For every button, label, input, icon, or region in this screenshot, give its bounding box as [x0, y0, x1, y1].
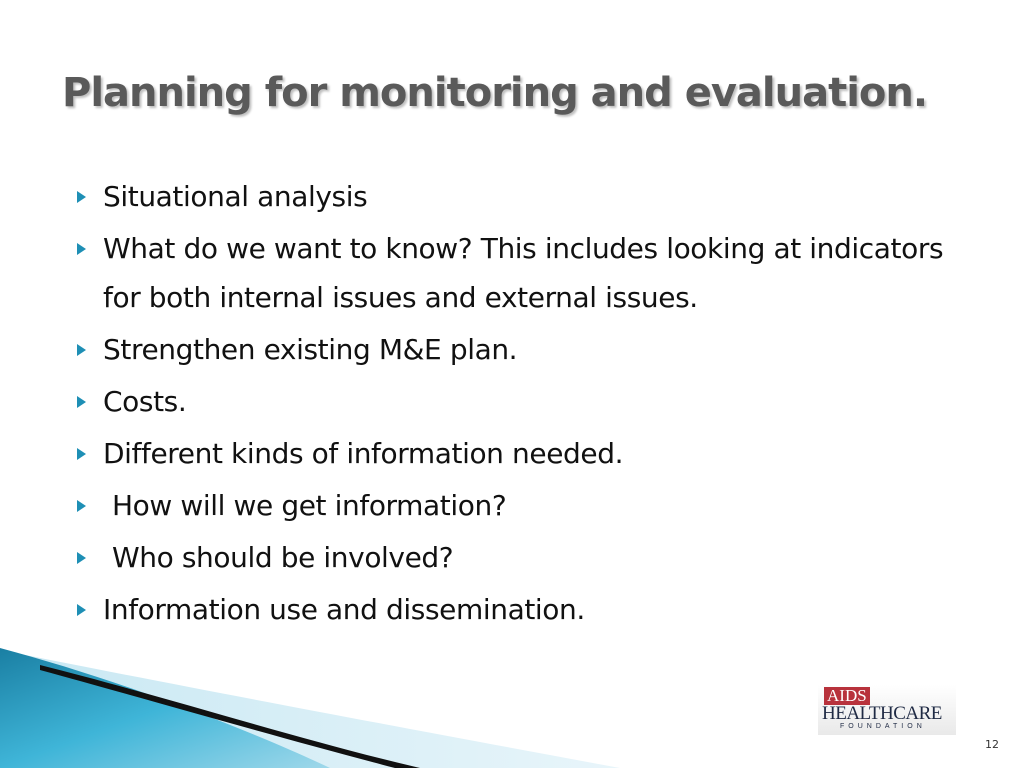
- bullet-item: [74, 224, 974, 322]
- triangle-right-icon: [77, 191, 86, 203]
- bullet-text: What do we want to know? This includes looking at indicators for both internal issues and external issues.: [103, 232, 944, 314]
- triangle-right-icon: [77, 552, 86, 564]
- logo-line-3: FOUNDATION: [840, 723, 926, 730]
- logo-line-2: HEALTHCARE: [822, 703, 942, 724]
- triangle-right-icon: [77, 396, 86, 408]
- bullet-text: How will we get information?: [112, 489, 507, 522]
- bullet-text: Costs.: [103, 385, 187, 418]
- bullet-item: [74, 172, 974, 221]
- bullet-list: [74, 172, 974, 637]
- triangle-right-icon: [77, 604, 86, 616]
- page-number: 12: [985, 738, 999, 751]
- bullet-item: [74, 429, 974, 478]
- aids-healthcare-foundation-logo: [818, 685, 956, 735]
- bullet-text: Situational analysis: [103, 180, 368, 213]
- triangle-right-icon: [77, 448, 86, 460]
- decorative-swoosh: [0, 620, 620, 768]
- bullet-item: [74, 325, 974, 374]
- bullet-item: [74, 377, 974, 426]
- bullet-text: Different kinds of information needed.: [103, 437, 624, 470]
- triangle-right-icon: [77, 243, 86, 255]
- bullet-text: Strengthen existing M&E plan.: [103, 333, 518, 366]
- bullet-text: Information use and dissemination.: [103, 593, 585, 626]
- triangle-right-icon: [77, 500, 86, 512]
- bullet-text: Who should be involved?: [112, 541, 454, 574]
- triangle-right-icon: [77, 344, 86, 356]
- bullet-item: [74, 533, 974, 582]
- bullet-item: [74, 481, 974, 530]
- slide-title: Planning for monitoring and evaluation.: [62, 70, 928, 116]
- logo-line-1: AIDS: [824, 687, 870, 705]
